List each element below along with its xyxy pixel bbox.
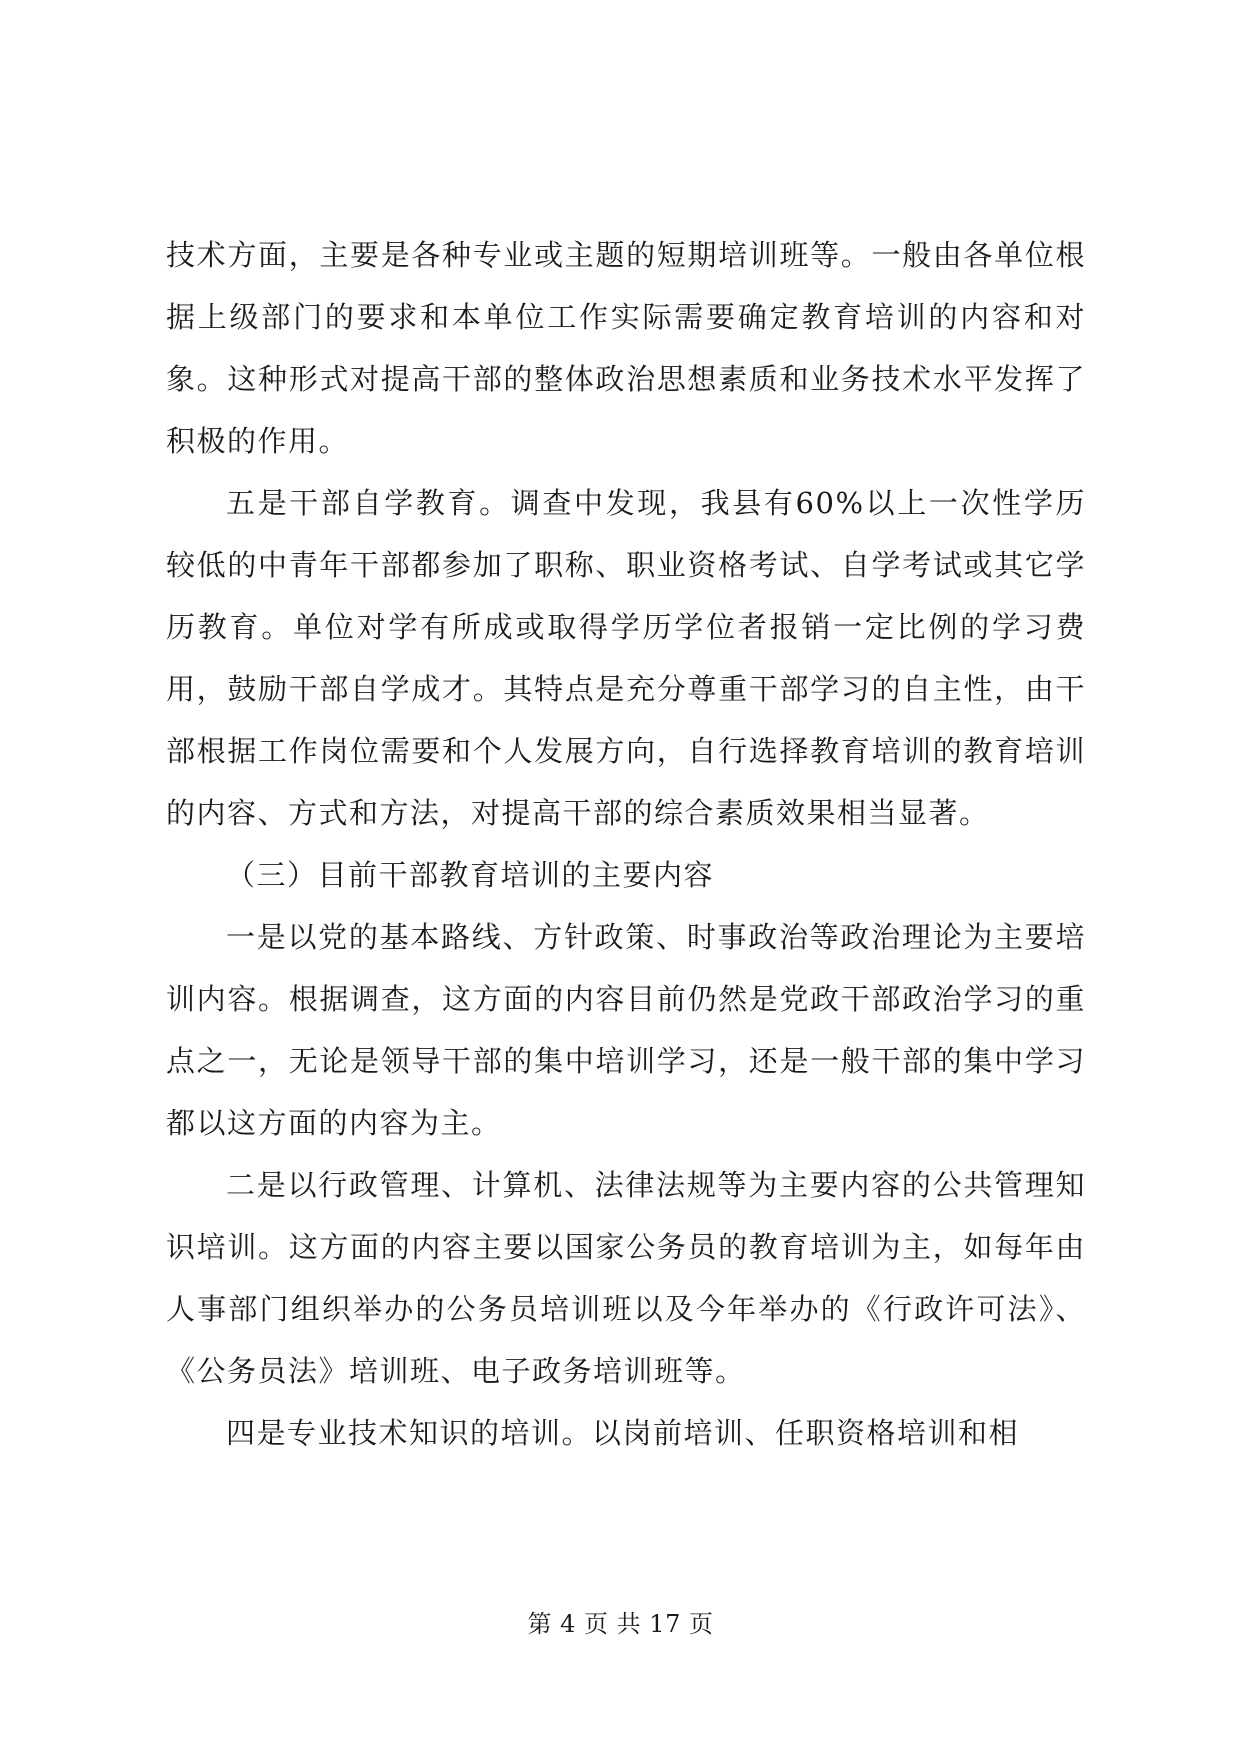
- paragraph-continuation: 技术方面，主要是各种专业或主题的短期培训班等。一般由各单位根据上级部门的要求和本单位工作实际需要确定教育培训的内容和对象。这种形式对提高干部的整体政治思想素质和业务技术水平发挥了积极的作用。: [166, 238, 1086, 458]
- document-body: [166, 224, 1086, 1464]
- page-footer: 第 4 页 共 17 页: [527, 1610, 714, 1638]
- paragraph-political-theory: 一是以党的基本路线、方针政策、时事政治等政治理论为主要培训内容。根据调查，这方面的内容目前仍然是党政干部政治学习的重点之一，无论是领导干部的集中培训学习，还是一般干部的集中学习都以这方面的内容为主。: [166, 920, 1086, 1140]
- paragraph-professional-skills: 四是专业技术知识的培训。以岗前培训、任职资格培训和相: [226, 1416, 1020, 1450]
- section-heading: （三）目前干部教育培训的主要内容: [226, 858, 715, 892]
- paragraph-self-study: 五是干部自学教育。调查中发现，我县有60%以上一次性学历较低的中青年干部都参加了职称、职业资格考试、自学考试或其它学历教育。单位对学有所成或取得学历学位者报销一定比例的学习费用，鼓励干部自学成才。其特点是充分尊重干部学习的自主性，由干部根据工作岗位需要和个人发展方向，自行选择教育培训的教育培训的内容、方式和方法，对提高干部的综合素质效果相当显著。: [166, 486, 1086, 830]
- paragraph-public-management: 二是以行政管理、计算机、法律法规等为主要内容的公共管理知识培训。这方面的内容主要以国家公务员的教育培训为主，如每年由人事部门组织举办的公务员培训班以及今年举办的《行政许可法》、《公务员法》培训班、电子政务培训班等。: [166, 1168, 1086, 1388]
